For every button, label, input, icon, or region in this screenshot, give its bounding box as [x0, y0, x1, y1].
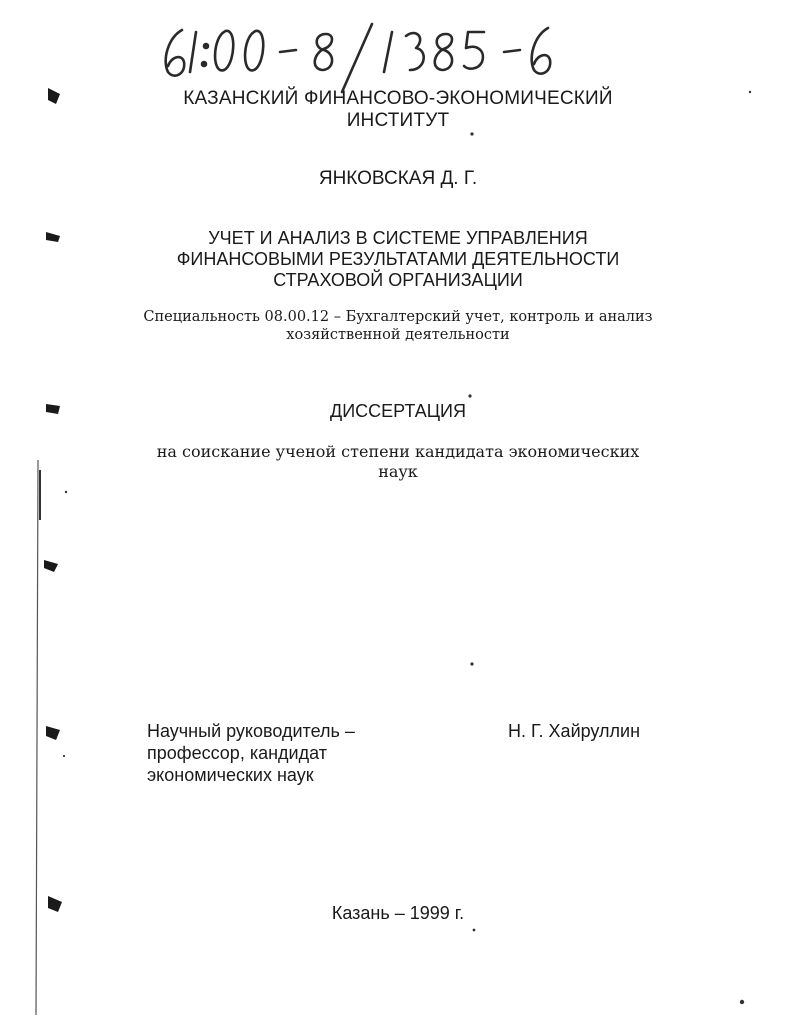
binding-mark [48, 896, 62, 912]
speck-marks [63, 91, 751, 1004]
binding-mark [46, 726, 60, 740]
speck [740, 1000, 744, 1004]
speck [65, 491, 67, 493]
institute-line-1: КАЗАНСКИЙ ФИНАНСОВО-ЭКОНОМИЧЕСКИЙ [183, 88, 613, 109]
degree-line-1: на соискание ученой степени кандидата экономических [156, 442, 640, 461]
title-line-3: СТРАХОВОЙ ОРГАНИЗАЦИИ [273, 270, 523, 290]
title-line-2: ФИНАНСОВЫМИ РЕЗУЛЬТАТАМИ ДЕЯТЕЛЬНОСТИ [176, 249, 620, 269]
place-and-year: Казань – 1999 г. [331, 903, 465, 923]
supervisor-line-1: Научный руководитель – [147, 721, 355, 741]
page-edge-line [36, 460, 38, 1015]
supervisor-name: Н. Г. Хайруллин [508, 721, 641, 741]
speck [470, 662, 473, 665]
binding-mark [48, 88, 60, 104]
supervisor-line-2: профессор, кандидат [147, 743, 327, 763]
speck [63, 755, 65, 757]
binding-mark [46, 404, 60, 414]
institute-line-2: ИНСТИТУТ [346, 110, 450, 131]
author-name: ЯНКОВСКАЯ Д. Г. [318, 168, 478, 189]
document-type: ДИССЕРТАЦИЯ [330, 401, 466, 421]
specialty-line-1: Специальность 08.00.12 – Бухгалтерский учет, контроль и анализ [143, 309, 653, 325]
speck [473, 929, 476, 932]
binding-mark [44, 560, 58, 572]
supervisor-line-3: экономических наук [147, 765, 314, 785]
speck [749, 91, 751, 93]
binding-mark [46, 232, 60, 242]
binding-hole-marks [44, 88, 62, 912]
speck [470, 132, 473, 135]
specialty-line-2: хозяйственной деятельности [286, 327, 510, 343]
speck [468, 394, 471, 397]
degree-line-2: наук [378, 462, 418, 481]
title-line-1: УЧЕТ И АНАЛИЗ В СИСТЕМЕ УПРАВЛЕНИЯ [208, 228, 588, 248]
